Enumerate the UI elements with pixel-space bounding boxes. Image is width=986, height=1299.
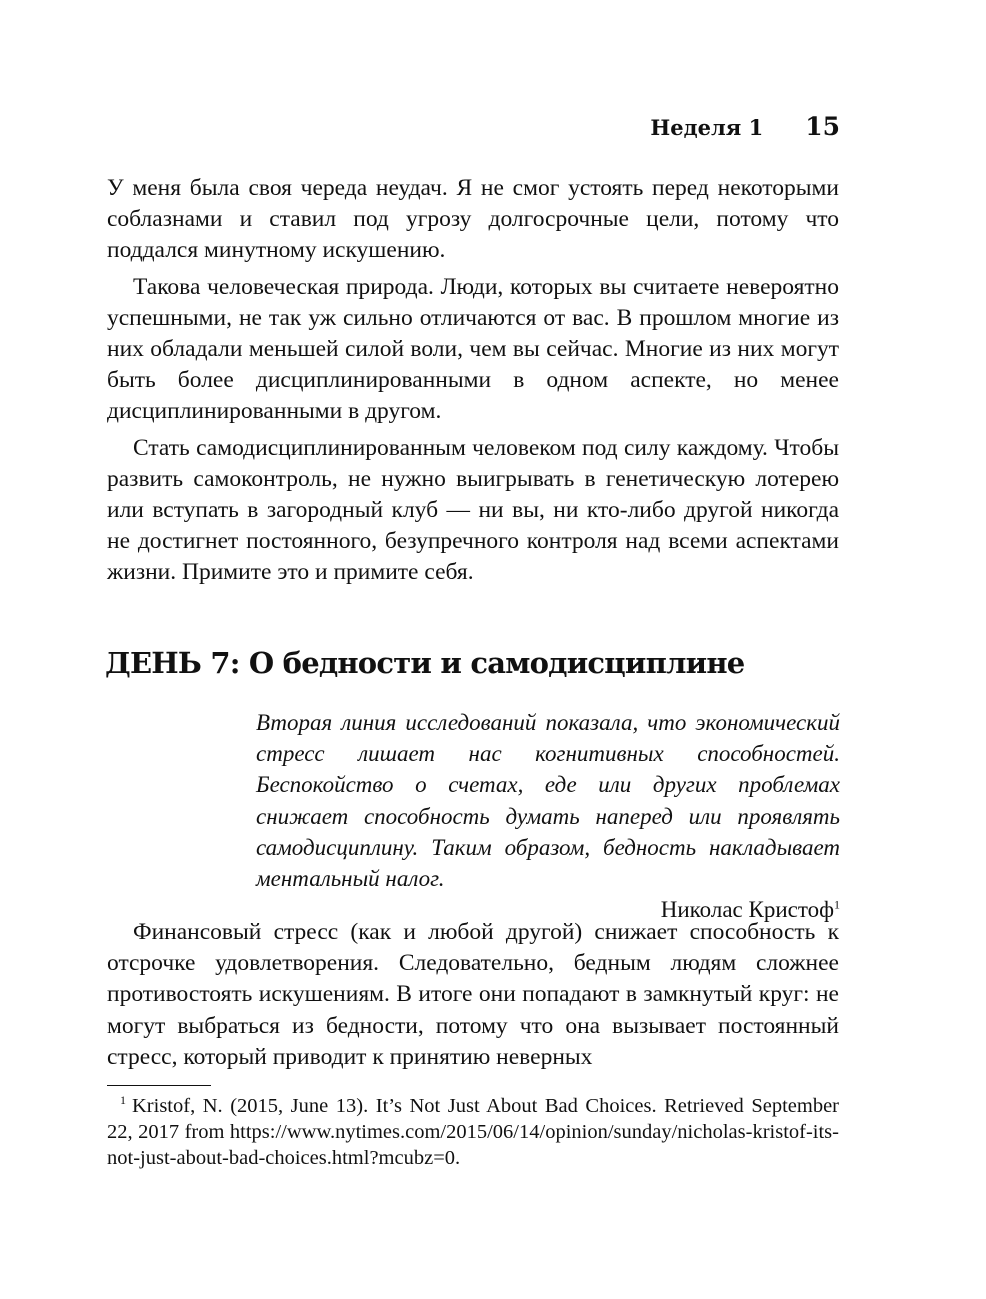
body-text-bottom — [107, 917, 839, 1073]
footnote-divider — [107, 1085, 211, 1086]
footnote-marker: 1 — [120, 1093, 126, 1108]
paragraph: Стать самодисциплинированным человеком под силу каждому. Чтобы развить самоконтроль, не нужно выигрывать в генетическую лотерею или вступать в загородный клуб — ни вы, ни кто-либо другой никогда не достигнет постоянного, безупречного контроля над всеми аспектами жизни. Примите это и примите себя. — [107, 434, 839, 586]
epigraph — [256, 707, 840, 925]
chapter-heading: ДЕНЬ 7: О бедности и самодисциплине — [105, 646, 745, 680]
footnote-reference: 1 — [834, 897, 840, 912]
paragraph: У меня была своя череда неудач. Я не смог устоять перед некоторыми соблазнами и ставил под угрозу долгосрочные цели, потому что поддался минутному искушению. — [107, 175, 839, 264]
paragraph: Финансовый стресс (как и любой другой) снижает способность к отсрочке удовлетворения. Следовательно, бедным людям сложнее противостоять искушениям. В итоге они попадают в замкнутый круг: не могут выбраться из бедности, потому что она вызывает постоянный стресс, который приводит к принятию неверных — [107, 919, 839, 1070]
page-number: 15 — [805, 112, 840, 141]
body-text-top — [107, 173, 839, 589]
paragraph: Такова человеческая природа. Люди, которых вы считаете невероятно успешными, не так уж сильно отличаются от вас. В прошлом многие из них обладали меньшей силой воли, чем вы сейчас. Многие из них могут быть более дисциплинированными в одном аспекте, но менее дисциплинированными в другом. — [107, 273, 839, 425]
footnote-text: Kristof, N. (2015, June 13). It’s Not Just About Bad Choices. Retrieved September 22, 2017 from https://www.nytimes.com/2015/06/14/opinion/sunday/nicholas-kristof-its-not-just-about-bad-choices.html?mcubz=0. — [107, 1095, 839, 1169]
epigraph-quote: Вторая линия исследований показала, что экономический стресс лишает нас когнитивных способностей. Беспокойство о счетах, еде или других проблемах снижает способность думать наперед или проявлять самодисциплину. Таким образом, бедность накладывает ментальный налог. — [256, 710, 840, 892]
epigraph-author-name: Николас Кристоф — [660, 897, 834, 923]
running-head-section: Неделя 1 — [650, 115, 764, 140]
running-head — [650, 112, 840, 141]
footnote — [107, 1093, 839, 1171]
